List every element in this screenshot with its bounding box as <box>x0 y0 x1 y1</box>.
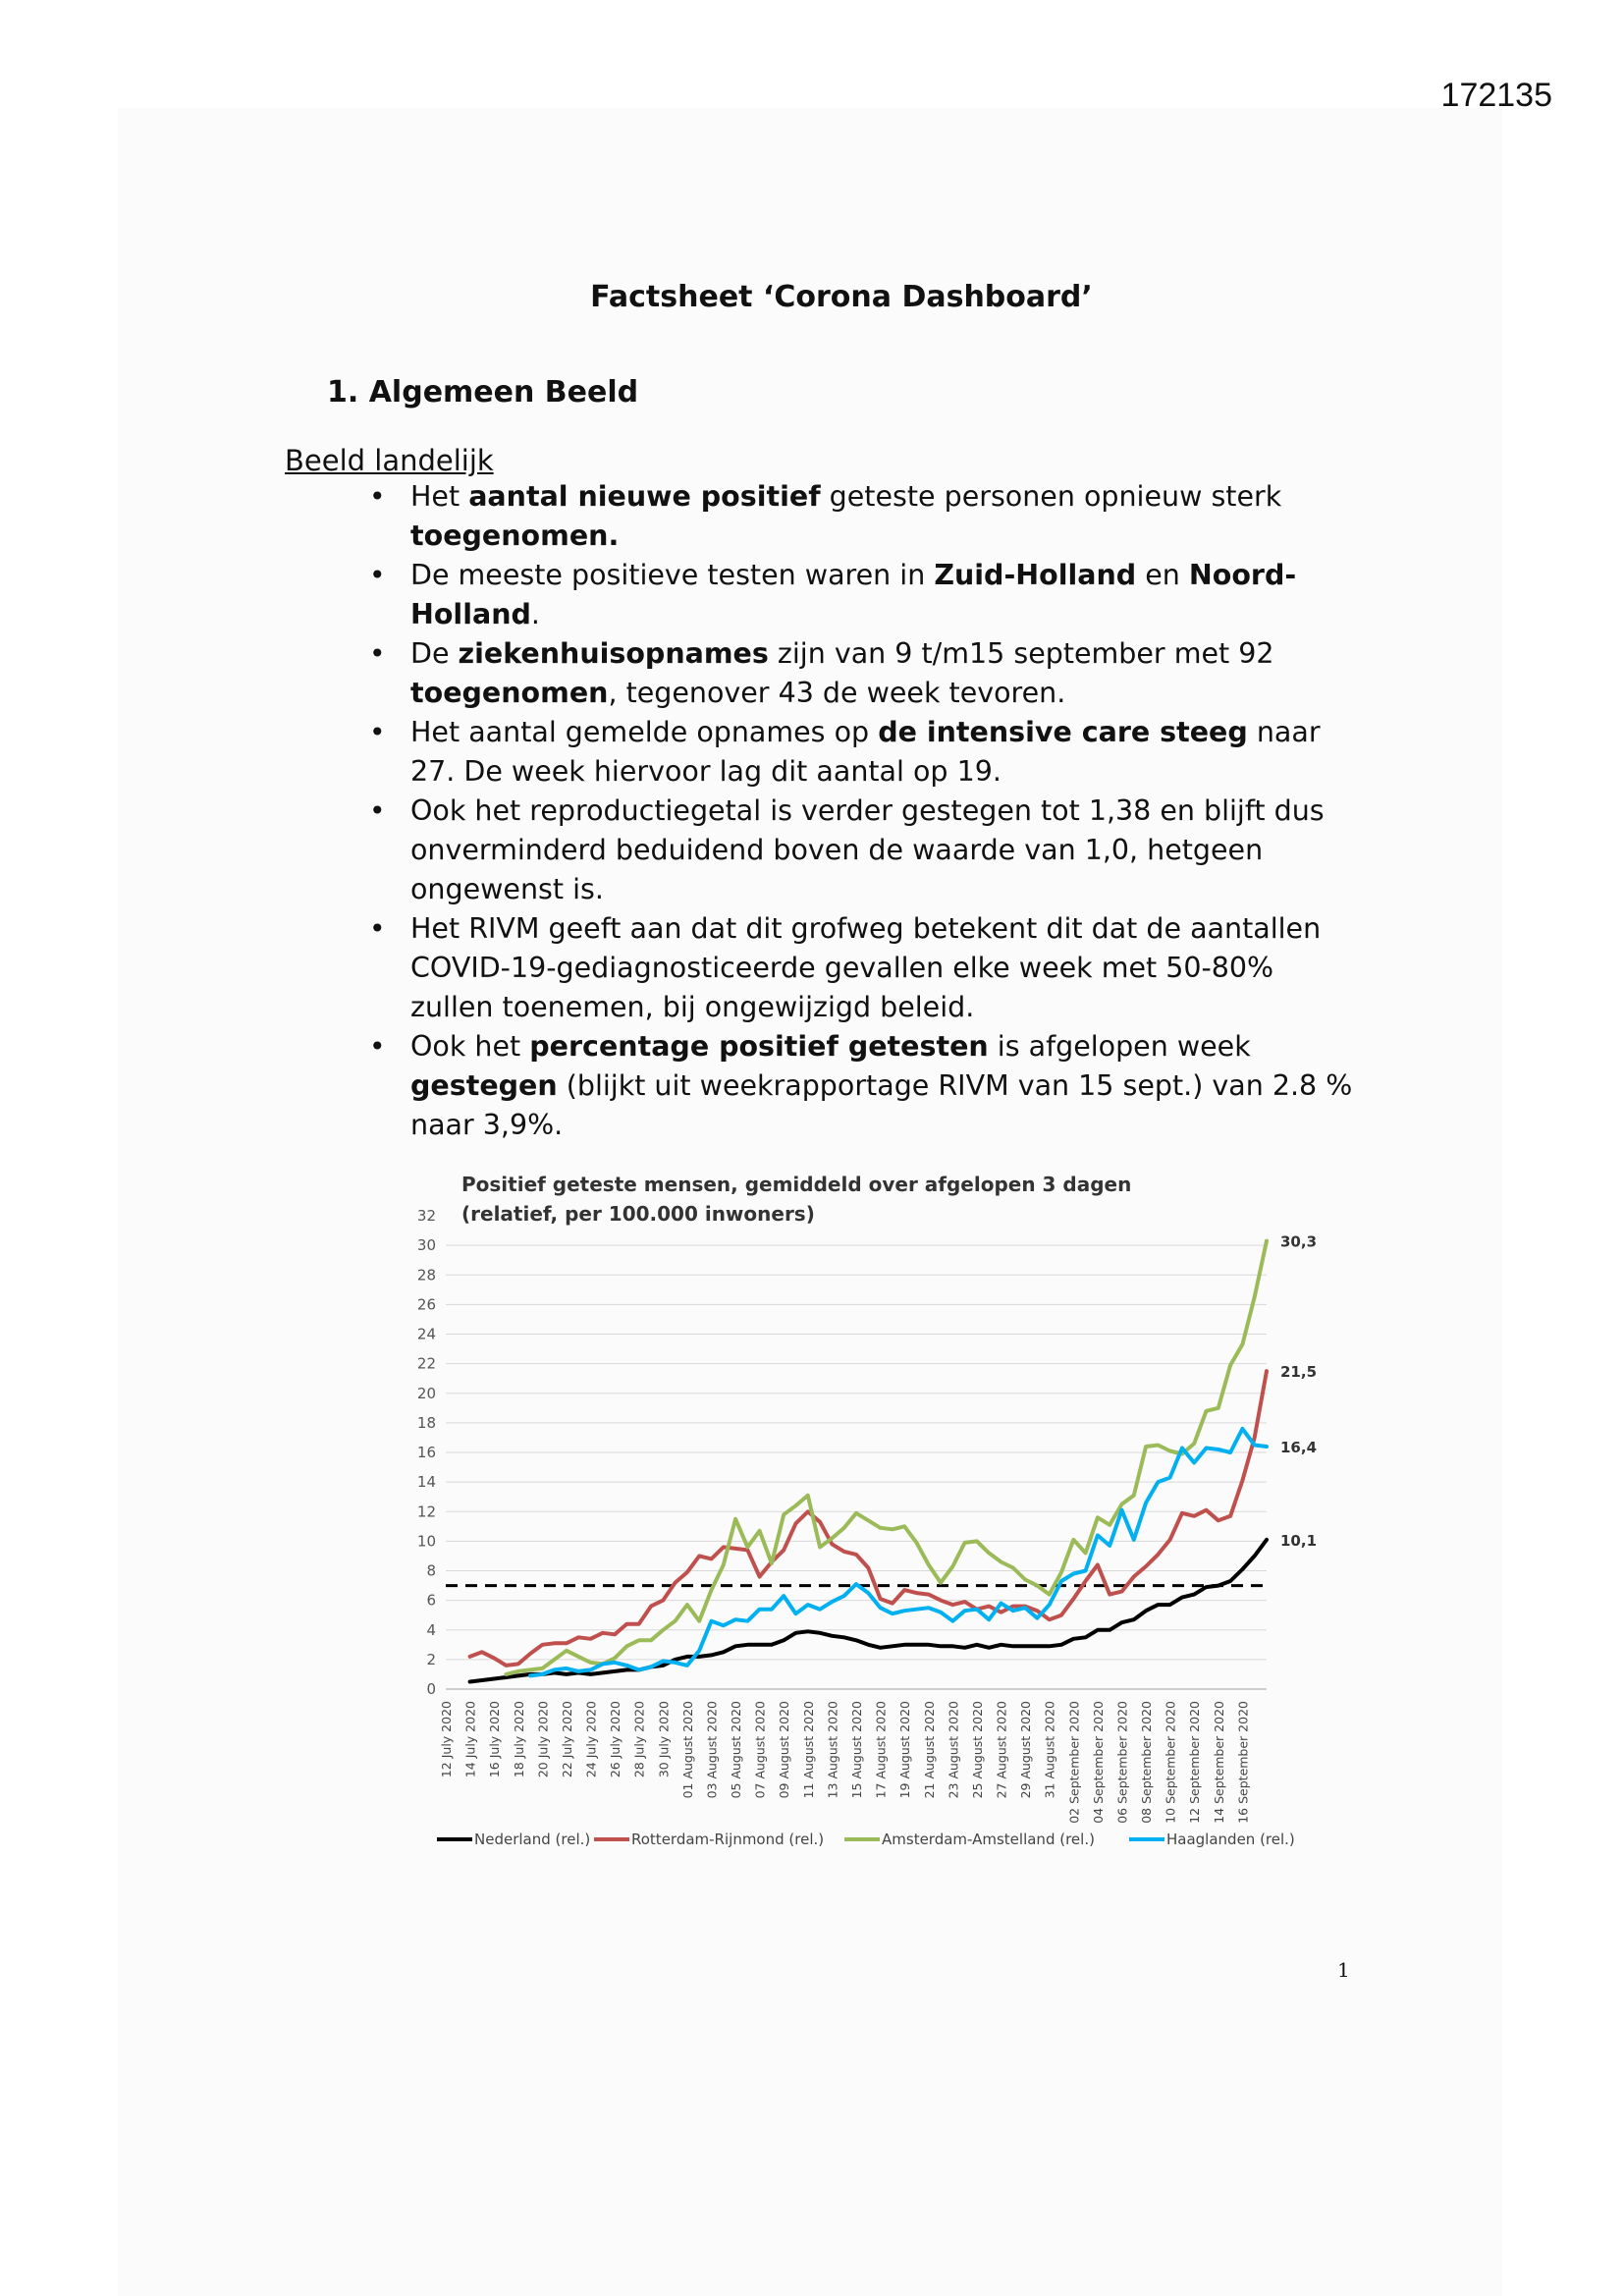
bullet-text: De <box>410 637 459 670</box>
bullet-text: Ook het reproductiegetal is verder gestegen tot 1,38 en blijft dus onverminderd beduidend boven de waarde van 1,0, hetgeen ongewenst is. <box>410 794 1325 905</box>
bullet-text: geteste personen opnieuw sterk <box>820 480 1282 513</box>
y-tick-label: 24 <box>416 1325 436 1343</box>
x-tick-label: 20 July 2020 <box>535 1701 551 1778</box>
x-tick-label: 08 September 2020 <box>1139 1701 1155 1824</box>
x-tick-label: 30 July 2020 <box>656 1701 672 1778</box>
x-tick-label: 16 September 2020 <box>1235 1701 1251 1824</box>
y-tick-label: 16 <box>416 1444 436 1461</box>
bullet-text: , tegenover 43 de week tevoren. <box>608 677 1066 709</box>
x-tick-label: 15 August 2020 <box>849 1701 864 1799</box>
end-value-label: 10,1 <box>1280 1531 1318 1550</box>
legend-label: Amsterdam-Amstelland (rel.) <box>882 1831 1095 1848</box>
end-value-label: 30,3 <box>1280 1232 1318 1251</box>
bullet-item <box>363 909 1355 1027</box>
x-tick-label: 27 August 2020 <box>994 1701 1009 1799</box>
y-tick-label: 18 <box>416 1413 436 1432</box>
y-tick-label: 28 <box>416 1266 436 1285</box>
x-tick-label: 14 July 2020 <box>462 1701 478 1778</box>
y-tick-label: 30 <box>416 1236 436 1255</box>
x-tick-label: 21 August 2020 <box>921 1701 937 1799</box>
y-tick-label: 8 <box>426 1561 436 1580</box>
x-tick-label: 28 July 2020 <box>631 1701 647 1778</box>
bold-text: Noord-Holland <box>410 559 1297 630</box>
y-tick-label: 22 <box>416 1354 436 1373</box>
x-tick-label: 03 August 2020 <box>704 1701 720 1799</box>
chart-svg <box>403 1169 1326 1876</box>
x-tick-label: 29 August 2020 <box>1018 1701 1034 1799</box>
bold-text: toegenomen <box>410 677 609 709</box>
x-tick-label: 05 August 2020 <box>729 1701 744 1799</box>
bold-text: toegenomen. <box>410 519 620 552</box>
page-number: 1 <box>1337 1958 1350 1982</box>
x-tick-label: 09 August 2020 <box>777 1701 792 1799</box>
x-tick-label: 07 August 2020 <box>752 1701 768 1799</box>
legend-label: Rotterdam-Rijnmond (rel.) <box>631 1831 825 1848</box>
document-id: 172135 <box>1440 77 1552 114</box>
bullet-text: Het RIVM geeft aan dat dit grofweg betekent dit dat de aantallen COVID-19-gediagnosticeerde gevallen elke week met 50-80% zullen toenemen, bij ongewijzigd beleid. <box>410 912 1322 1023</box>
bullet-text: zijn van 9 t/m15 september met 92 <box>768 637 1274 670</box>
y-tick-label: 14 <box>416 1473 436 1492</box>
bold-text: ziekenhuisopnames <box>458 637 769 670</box>
x-tick-label: 10 September 2020 <box>1163 1701 1178 1824</box>
bullet-item <box>363 1027 1355 1145</box>
bold-text: percentage positief getesten <box>529 1030 989 1063</box>
y-tick-label: 26 <box>416 1295 436 1314</box>
subheading: Beeld landelijk <box>285 444 494 477</box>
bullet-item <box>363 792 1355 909</box>
x-tick-label: 13 August 2020 <box>825 1701 840 1799</box>
legend-label: Haaglanden (rel.) <box>1166 1831 1295 1848</box>
bullet-text: naar 27. De week hiervoor lag dit aantal op 19. <box>410 716 1321 788</box>
x-tick-label: 12 July 2020 <box>439 1701 454 1778</box>
bullet-item <box>363 477 1355 556</box>
x-tick-label: 02 September 2020 <box>1066 1701 1082 1824</box>
bold-text: gestegen <box>410 1069 558 1102</box>
x-tick-label: 01 August 2020 <box>679 1701 695 1799</box>
bold-text: Zuid-Holland <box>934 559 1137 591</box>
y-tick-label: 6 <box>426 1591 436 1610</box>
y-tick-label: 10 <box>416 1532 436 1551</box>
line-chart <box>403 1169 1326 1876</box>
section-heading: 1. Algemeen Beeld <box>327 375 639 410</box>
x-tick-label: 25 August 2020 <box>969 1701 985 1799</box>
bold-text: aantal nieuwe positief <box>468 480 821 513</box>
bullet-text: De meeste positieve testen waren in <box>410 559 935 591</box>
bullet-text: is afgelopen week <box>988 1030 1251 1063</box>
bullet-text: Het <box>410 480 469 513</box>
x-tick-label: 12 September 2020 <box>1187 1701 1203 1824</box>
x-tick-label: 14 September 2020 <box>1211 1701 1226 1824</box>
bullet-text: en <box>1136 559 1189 591</box>
bullet-item <box>363 634 1355 713</box>
y-tick-label: 20 <box>416 1384 436 1402</box>
bullet-text: Het aantal gemelde opnames op <box>410 716 879 748</box>
x-tick-label: 19 August 2020 <box>897 1701 913 1799</box>
bullet-list <box>363 477 1355 1145</box>
legend-label: Nederland (rel.) <box>474 1831 591 1848</box>
x-tick-label: 24 July 2020 <box>583 1701 599 1778</box>
bullet-item <box>363 556 1355 634</box>
y-tick-label: 4 <box>426 1620 436 1639</box>
x-tick-label: 18 July 2020 <box>511 1701 526 1778</box>
bold-text: de intensive care steeg <box>878 716 1248 748</box>
y-tick-label: 32 <box>416 1207 436 1225</box>
bullet-text: (blijkt uit weekrapportage RIVM van 15 sept.) van 2.8 % naar 3,9%. <box>410 1069 1353 1141</box>
y-tick-label: 0 <box>426 1680 436 1698</box>
x-tick-label: 22 July 2020 <box>559 1701 574 1778</box>
end-value-label: 16,4 <box>1280 1438 1318 1456</box>
x-tick-label: 06 September 2020 <box>1114 1701 1130 1824</box>
x-tick-label: 11 August 2020 <box>800 1701 816 1799</box>
page-title: Factsheet ‘Corona Dashboard’ <box>590 280 1093 314</box>
y-tick-label: 12 <box>416 1503 436 1521</box>
x-tick-label: 16 July 2020 <box>487 1701 503 1778</box>
x-tick-label: 04 September 2020 <box>1090 1701 1106 1824</box>
chart-title: Positief geteste mensen, gemiddeld over afgelopen 3 dagen <box>461 1173 1132 1196</box>
bullet-item <box>363 713 1355 792</box>
y-tick-label: 2 <box>426 1650 436 1668</box>
bullet-text: . <box>530 598 540 630</box>
end-value-label: 21,5 <box>1280 1363 1318 1382</box>
x-tick-label: 23 August 2020 <box>946 1701 961 1799</box>
bullet-text: Ook het <box>410 1030 530 1063</box>
x-tick-label: 26 July 2020 <box>608 1701 623 1778</box>
x-tick-label: 17 August 2020 <box>873 1701 889 1799</box>
x-tick-label: 31 August 2020 <box>1042 1701 1057 1799</box>
chart-subtitle: (relatief, per 100.000 inwoners) <box>461 1202 815 1226</box>
